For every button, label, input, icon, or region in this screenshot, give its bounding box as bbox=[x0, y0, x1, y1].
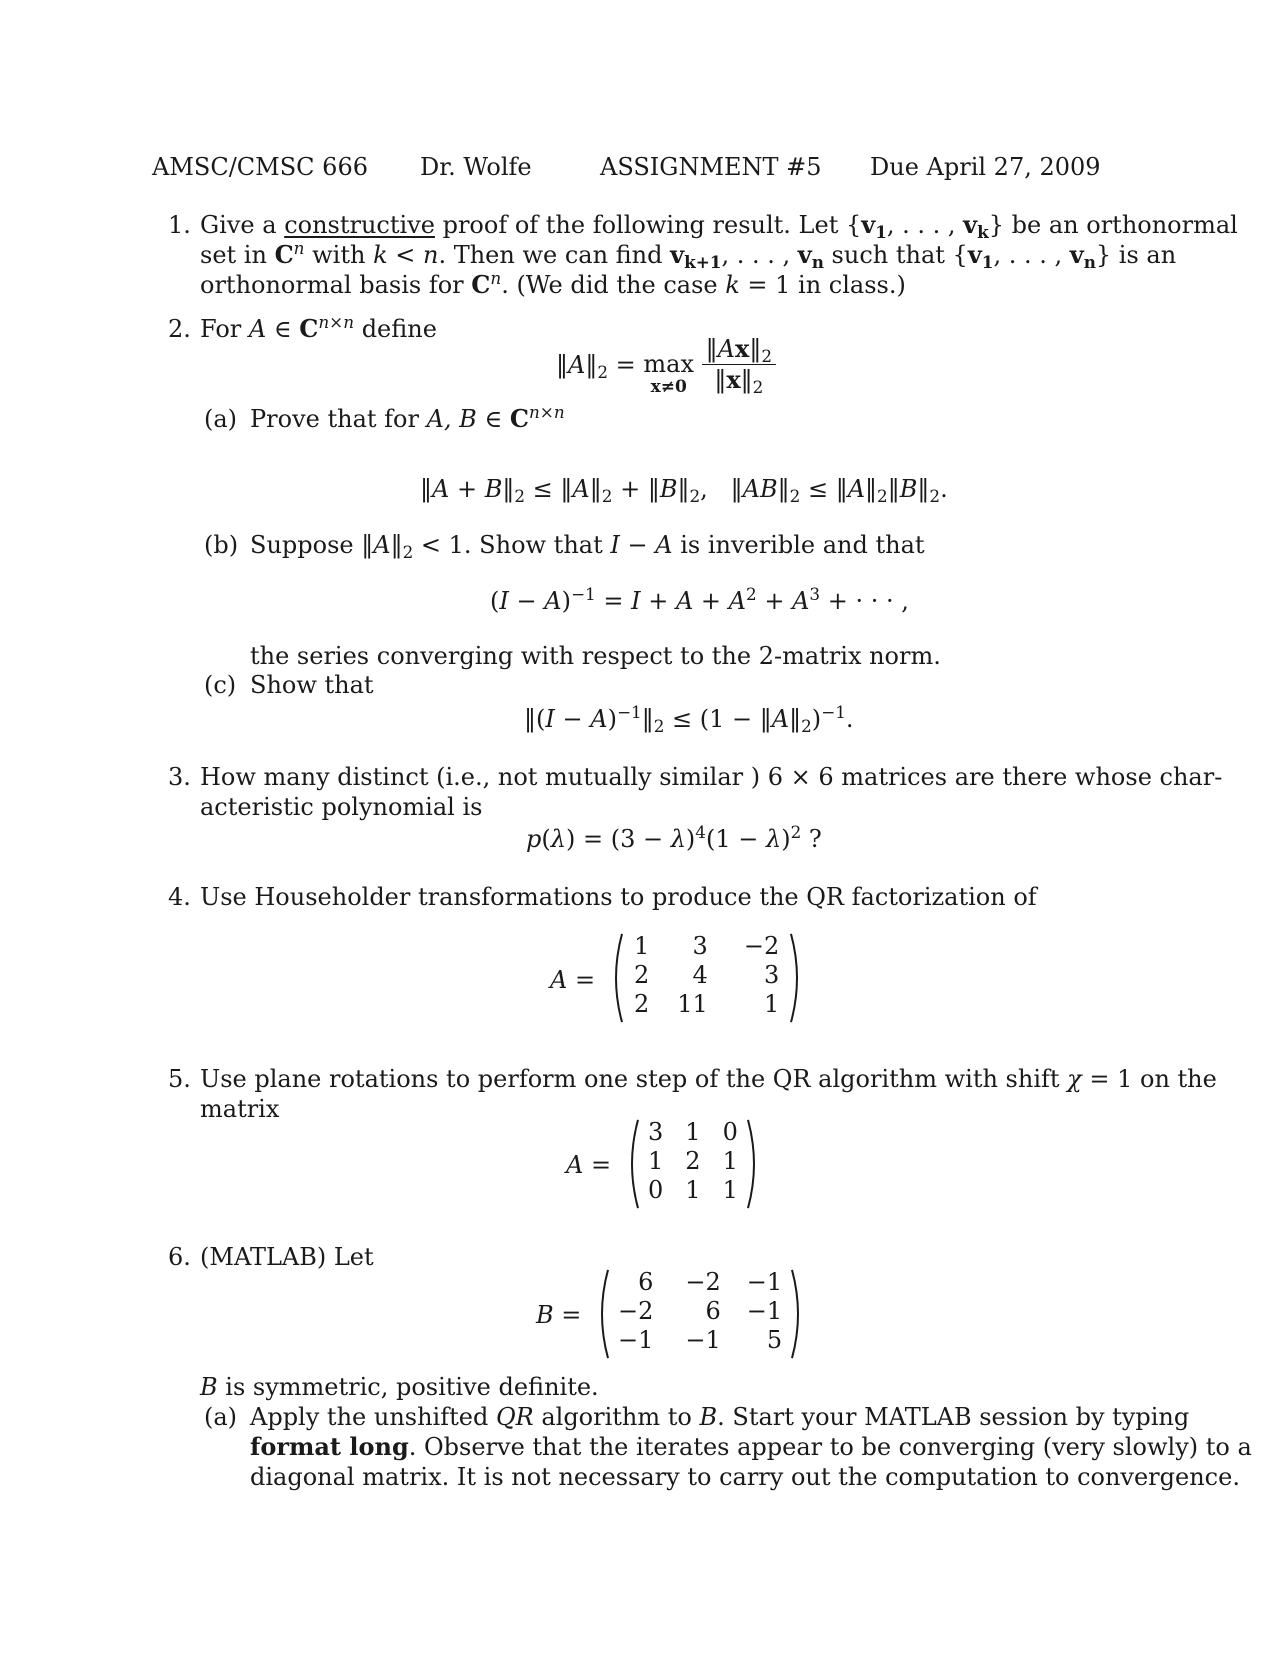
matrix-row: 3 1 0 bbox=[648, 1118, 738, 1146]
problem-6-statement: B is symmetric, positive definite. bbox=[200, 1373, 599, 1401]
problem-3-number: 3. bbox=[168, 763, 191, 791]
problem-3-line-1: How many distinct (i.e., not mutually similar ) 6 × 6 matrices are there whose char- bbox=[200, 763, 1223, 791]
matrix-row: −2 6 −1 bbox=[618, 1297, 783, 1325]
problem-2-intro: For A ∈ $C^{n\times n}$ define bbox=[200, 311, 437, 343]
problem-2b-text: Suppose $‖A‖_2 < 1$. Show that I − A is inverible and that bbox=[250, 531, 925, 563]
problem-2b-label: (b) bbox=[204, 531, 239, 559]
matrix-b-label: B = bbox=[536, 1301, 582, 1329]
problem-1-line-3: orthonormal basis for $C^n$. (We did the case k = 1 in class.) bbox=[200, 267, 906, 299]
matrix-b-problem-6 bbox=[596, 1268, 804, 1355]
problem-2c-text: Show that bbox=[250, 671, 374, 699]
problem-6-text: (MATLAB) Let bbox=[200, 1243, 374, 1271]
problem-1-number: 1. bbox=[168, 211, 191, 239]
due-date: Due April 27, 2009 bbox=[870, 153, 1101, 181]
matrix-a-label-5: A = bbox=[566, 1151, 612, 1179]
problem-2a-text: Prove that for A, B ∈ $C^{n\times n}$ bbox=[250, 401, 565, 433]
problem-2-number: 2. bbox=[168, 315, 191, 343]
problem-2a-label: (a) bbox=[204, 405, 238, 433]
norm-definition: $‖A‖_2$ = max x≠0 $\frac{‖Ax‖_2}{‖x‖_2}$ bbox=[556, 334, 776, 395]
course-label: AMSC/CMSC 666 bbox=[152, 153, 368, 181]
matrix-row: 1 2 1 bbox=[648, 1147, 738, 1175]
matrix-row: 1 3 −2 bbox=[634, 932, 780, 960]
matrix-row: 0 1 1 bbox=[648, 1176, 738, 1204]
matrix-row: −1 −1 5 bbox=[618, 1326, 783, 1354]
characteristic-polynomial: $p(\lambda) = (3 - \lambda)^4(1 - \lambda)^2$ ? bbox=[526, 821, 822, 853]
problem-6a-line-1: Apply the unshifted QR algorithm to B. Start your MATLAB session by typing bbox=[250, 1403, 1190, 1431]
neumann-series: $(I - A)^{-1} = I + A + A^2 + A^3$ + · · · , bbox=[490, 583, 909, 615]
problem-5-number: 5. bbox=[168, 1065, 191, 1093]
problem-2c-label: (c) bbox=[204, 671, 237, 699]
problem-5-line-1: Use plane rotations to perform one step of the QR algorithm with shift χ = 1 on the bbox=[200, 1065, 1217, 1093]
problem-2b-continuation: the series converging with respect to the 2-matrix norm. bbox=[250, 642, 941, 670]
matrix-row: 6 −2 −1 bbox=[638, 1268, 783, 1296]
matrix-a-label-4: A = bbox=[550, 966, 596, 994]
matrix-row: 2 4 3 bbox=[634, 961, 780, 989]
problem-3-line-2: acteristic polynomial is bbox=[200, 793, 483, 821]
assignment-title: ASSIGNMENT #5 bbox=[600, 153, 822, 181]
matrix-row: 2 11 1 bbox=[634, 990, 780, 1018]
problem-6-number: 6. bbox=[168, 1243, 191, 1271]
problem-6a-line-2: format long. Observe that the iterates appear to be converging (very slowly) to a bbox=[250, 1432, 1252, 1461]
problem-2c-bound: ‖(I − $A)^{-1}‖_2 \le (1$ − $‖A‖_2)^{-1}$. bbox=[524, 701, 854, 737]
problem-6a-label: (a) bbox=[204, 1403, 238, 1431]
instructor-label: Dr. Wolfe bbox=[420, 153, 532, 181]
problem-6a-line-3: diagonal matrix. It is not necessary to carry out the computation to convergence. bbox=[250, 1463, 1240, 1491]
matrix-a-problem-4 bbox=[610, 932, 803, 1019]
problem-4-number: 4. bbox=[168, 883, 191, 911]
problem-2a-inequalities: ‖A + $B‖_2$ ≤ $‖A‖_2$ + $‖B‖_2$, $‖AB‖_2$ ≤ $‖A‖_2‖B‖_2$. bbox=[420, 475, 948, 507]
problem-1-line-2: set in $C^n$ with k < n. Then we can find $v_{k+1}$, . . . , $v_n$ such that {$v_1$, . . . , $v_n$} is an bbox=[200, 237, 1177, 273]
problem-1-line-1: Give a constructive proof of the following result. Let {$v_1$, . . . , $v_k$} be an orthonormal bbox=[200, 210, 1238, 243]
problem-4-text: Use Householder transformations to produce the QR factorization of bbox=[200, 883, 1037, 911]
problem-5-line-2: matrix bbox=[200, 1095, 280, 1123]
matrix-a-problem-5 bbox=[626, 1118, 760, 1205]
